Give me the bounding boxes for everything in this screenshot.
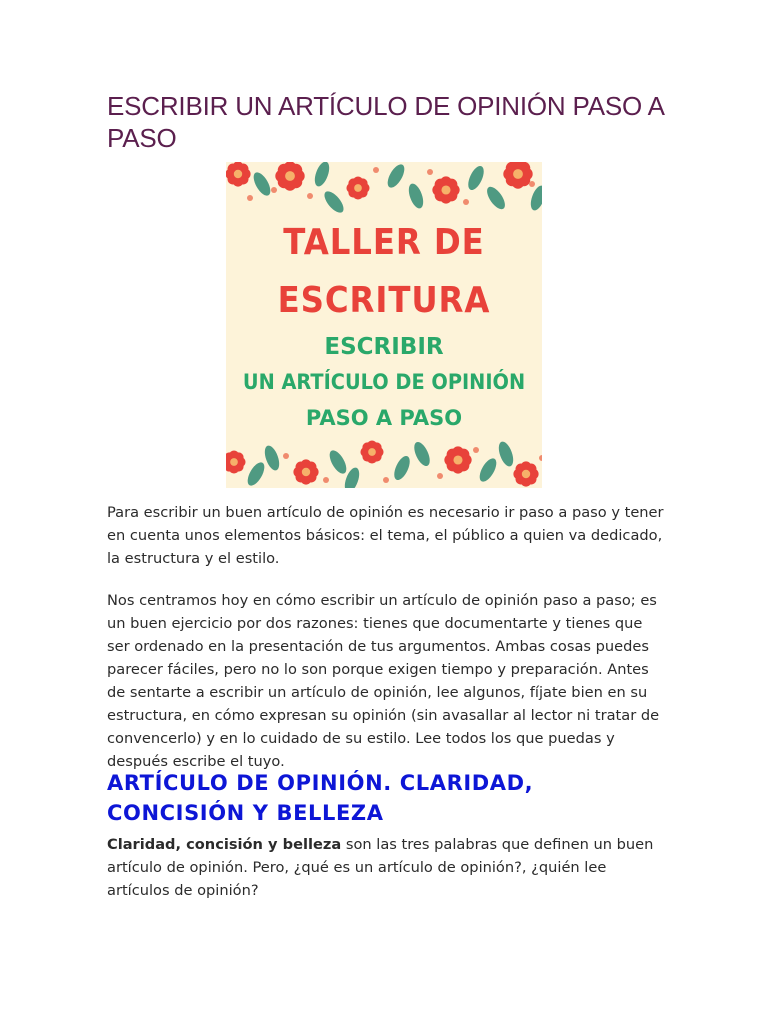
dot-decoration [427, 169, 433, 175]
leaf-decoration [528, 184, 542, 213]
leaf-decoration [411, 440, 433, 469]
leaf-decoration [391, 454, 413, 483]
leaf-decoration [406, 182, 426, 211]
dot-decoration [437, 473, 443, 479]
dot-decoration [463, 199, 469, 205]
dot-decoration [373, 167, 379, 173]
flower-decoration [226, 450, 246, 473]
dot-decoration [529, 181, 535, 187]
flower-decoration [275, 162, 304, 191]
leaf-decoration [384, 162, 407, 190]
floral-border-decoration [226, 162, 542, 488]
leaf-decoration [496, 440, 516, 469]
dot-decoration [323, 477, 329, 483]
paragraph-intro: Para escribir un buen artículo de opinión es necesario ir paso a paso y tener en cuenta unos elementos básicos: el tema, el público a quien va dedicado, la estructura y el estilo. [107, 504, 664, 567]
dot-decoration [473, 447, 479, 453]
flower-decoration [432, 176, 459, 203]
flower-decoration [293, 459, 318, 484]
leaf-decoration [465, 164, 487, 193]
flower-decoration [360, 440, 383, 463]
paragraph-definition [107, 833, 667, 902]
dot-decoration [271, 187, 277, 193]
flower-decoration [226, 162, 251, 187]
dot-decoration [247, 195, 253, 201]
leaf-decoration [312, 162, 332, 188]
poster-line-1: TALLER DE [283, 222, 485, 263]
poster-line-2: ESCRITURA [277, 280, 491, 321]
leaf-decoration [484, 184, 509, 212]
dot-decoration [307, 193, 313, 199]
flower-decoration [444, 446, 471, 473]
bold-lead-text: Claridad, concisión y belleza [107, 836, 342, 853]
leaf-decoration [321, 188, 347, 216]
workshop-poster [226, 162, 542, 488]
dot-decoration [283, 453, 289, 459]
leaf-decoration [250, 170, 273, 199]
dot-decoration [539, 455, 542, 461]
dot-decoration [383, 477, 389, 483]
leaf-decoration [262, 444, 282, 473]
flower-decoration [513, 461, 538, 486]
leaf-decoration [476, 456, 499, 485]
flower-decoration [346, 176, 369, 199]
poster-line-4: UN ARTÍCULO DE OPINIÓN [242, 370, 526, 394]
poster-line-5: PASO A PASO [305, 406, 463, 430]
section-heading: ARTÍCULO DE OPINIÓN. CLARIDAD, CONCISIÓN Y BELLEZA [107, 771, 534, 825]
leaf-decoration [244, 460, 267, 488]
flower-decoration [503, 162, 532, 189]
article-title: ESCRIBIR UN ARTÍCULO DE OPINIÓN PASO A PASO [107, 91, 664, 153]
leaf-decoration [326, 448, 349, 477]
paragraph-definition-rest: son las tres palabras que definen un buen artículo de opinión. Pero, ¿qué es un artículo de opinión?, ¿quién lee artículos de opinión? [107, 836, 654, 899]
poster-line-3: ESCRIBIR [324, 334, 444, 360]
paragraph-reasons: Nos centramos hoy en cómo escribir un artículo de opinión paso a paso; es un buen ejercicio por dos razones: tienes que documentarte y tienes que ser ordenado en la presentación de tus argumentos. Ambas cosas puedes parecer fáciles, pero no lo son porque exigen tiempo y preparación. Antes de sentarte a escribir un artículo de opinión, lee algunos, fíjate bien en su estructura, en cómo expresan su opinión (sin avasallar al lector ni tratar de convencerlo) y en lo cuidado de su estilo. Lee todos los que puedas y después escribe el tuyo. [107, 592, 660, 770]
